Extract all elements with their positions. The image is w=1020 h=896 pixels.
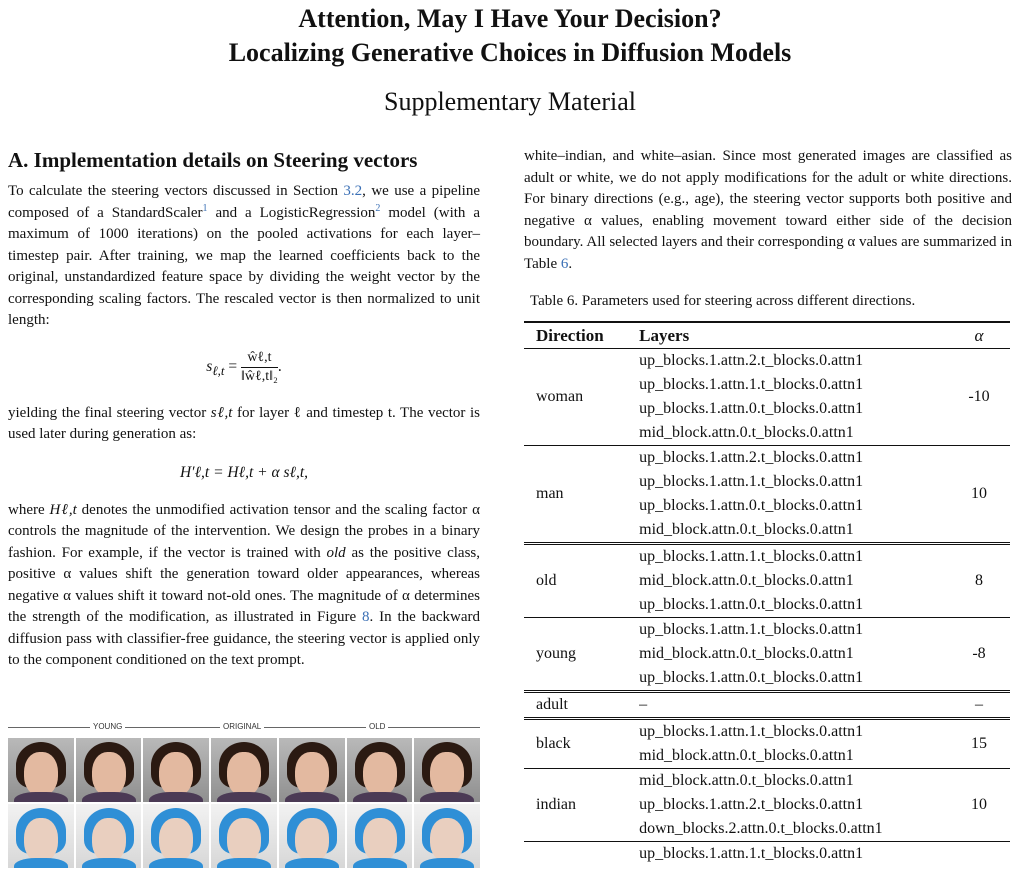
layer-name: up_blocks.1.attn.1.t_blocks.0.attn1 — [639, 621, 864, 638]
face-image — [8, 804, 74, 868]
table-row — [524, 842, 1010, 867]
layers-cell — [627, 692, 942, 719]
parameters-table — [524, 321, 1010, 866]
text-run: yielding the final steering vector — [8, 404, 211, 421]
section-heading: A. Implementation details on Steering vectors — [8, 148, 418, 172]
layer-name: up_blocks.1.attn.0.t_blocks.0.attn1 — [639, 669, 864, 686]
eq-symbol: s — [206, 357, 213, 375]
emphasis-old: old — [326, 544, 346, 561]
eq-steering-text: H′ℓ,t = Hℓ,t + α sℓ,t, — [179, 463, 309, 481]
footnote-2-link[interactable]: 2 — [375, 202, 381, 214]
layers-cell — [627, 769, 942, 842]
direction-cell: old — [524, 544, 627, 618]
layer-name: up_blocks.1.attn.2.t_blocks.0.attn1 — [639, 796, 864, 813]
face-image — [279, 804, 345, 868]
alpha-cell: 10 — [942, 769, 1010, 842]
section-ref-link[interactable]: 3.2 — [343, 183, 363, 199]
text-run: . — [568, 255, 573, 272]
layer-name: mid_block.attn.0.t_blocks.0.attn1 — [639, 772, 854, 789]
label-old: OLD — [366, 722, 388, 731]
direction-cell — [524, 842, 627, 867]
text-run: , we use a pipeline composed of a StandardScaler — [8, 183, 480, 221]
alpha-cell: 10 — [942, 446, 1010, 544]
direction-cell: indian — [524, 769, 627, 842]
layers-cell — [627, 719, 942, 769]
direction-cell: black — [524, 719, 627, 769]
layer-name: up_blocks.1.attn.2.t_blocks.0.attn1 — [639, 352, 864, 369]
table-body — [524, 349, 1010, 867]
direction-cell: man — [524, 446, 627, 544]
right-column — [524, 146, 1012, 866]
layer-name: up_blocks.1.attn.1.t_blocks.0.attn1 — [639, 723, 864, 740]
face-image — [414, 804, 480, 868]
paper-subtitle: Supplementary Material — [384, 87, 636, 116]
alpha-cell: – — [942, 692, 1010, 719]
layer-name: mid_block.attn.0.t_blocks.0.attn1 — [639, 645, 854, 662]
layer-name: mid_block.attn.0.t_blocks.0.attn1 — [639, 521, 854, 538]
text-run: denotes the unmodified activation tensor and the scaling factor α controls the magnitude of the intervention. We design the probes in a binary fashion. For example, if the vector is trained with — [8, 501, 480, 561]
layers-cell — [627, 618, 942, 692]
layer-name: mid_block.attn.0.t_blocks.0.attn1 — [639, 747, 854, 764]
layers-cell — [627, 349, 942, 446]
layer-name: up_blocks.1.attn.1.t_blocks.0.attn1 — [639, 548, 864, 565]
layer-name: down_blocks.2.attn.0.t_blocks.0.attn1 — [639, 820, 883, 837]
face-image — [76, 738, 142, 802]
header-layers: Layers — [627, 322, 942, 349]
layer-name: up_blocks.1.attn.1.t_blocks.0.attn1 — [639, 473, 864, 490]
table-row — [524, 719, 1010, 769]
table-row — [524, 446, 1010, 544]
alpha-cell: 15 — [942, 719, 1010, 769]
direction-cell: young — [524, 618, 627, 692]
direction-cell: adult — [524, 692, 627, 719]
label-young: YOUNG — [90, 722, 125, 731]
paper-title — [0, 2, 1020, 70]
face-image — [143, 804, 209, 868]
text-run: . In the backward diffusion pass with classifier-free guidance, the steering vector is applied only to the component conditioned on the text prompt. — [8, 609, 480, 668]
table-header-row — [524, 322, 1010, 349]
layer-name: up_blocks.1.attn.1.t_blocks.0.attn1 — [639, 376, 864, 393]
eq-inline-symbol: Hℓ,t — [49, 501, 77, 518]
face-image — [211, 804, 277, 868]
face-image — [279, 738, 345, 802]
eq-subscript: ℓ,t — [212, 362, 225, 378]
table-row — [524, 692, 1010, 719]
figure-ref-link[interactable]: 8 — [362, 609, 370, 625]
figure-8-faces — [8, 718, 480, 868]
alpha-cell: 8 — [942, 544, 1010, 618]
face-image — [347, 804, 413, 868]
face-image — [211, 738, 277, 802]
face-image — [347, 738, 413, 802]
face-image — [8, 738, 74, 802]
header-direction: Direction — [524, 322, 627, 349]
eq-fraction — [241, 350, 278, 385]
header-alpha: α — [942, 322, 1010, 349]
layers-cell — [627, 842, 942, 867]
layers-cell — [627, 544, 942, 618]
layer-name: up_blocks.1.attn.0.t_blocks.0.attn1 — [639, 400, 864, 417]
faces-row-2 — [8, 804, 480, 868]
alpha-cell — [942, 842, 1010, 867]
alpha-cell: -10 — [942, 349, 1010, 446]
layer-name: – — [639, 696, 648, 713]
title-line-1: Attention, May I Have Your Decision? — [298, 4, 722, 33]
direction-cell: woman — [524, 349, 627, 446]
table-ref-link[interactable]: 6 — [560, 255, 569, 272]
equation-steering — [8, 464, 480, 482]
layer-name: mid_block.attn.0.t_blocks.0.attn1 — [639, 572, 854, 589]
alpha-cell: -8 — [942, 618, 1010, 692]
paragraph-3 — [8, 500, 480, 672]
figure-axis — [8, 718, 480, 736]
layer-name: mid_block.attn.0.t_blocks.0.attn1 — [639, 424, 854, 441]
title-line-2: Localizing Generative Choices in Diffusion Models — [228, 38, 792, 67]
layer-name: up_blocks.1.attn.0.t_blocks.0.attn1 — [639, 596, 864, 613]
text-run: To calculate the steering vectors discussed in Section — [8, 183, 344, 199]
text-run: model (with a maximum of 1000 iterations) on the pooled activations for each layer–timestep pair. After training, we map the learned coefficients back to the original, unstandardized feature space by dividing the weight vector by the corresponding scaling factors. The rescaled vector is then normalized to unit length: — [8, 204, 480, 328]
text-run: for layer ℓ and timestep t. The vector is used later during generation as: — [8, 404, 480, 442]
eq-denominator: ‖ŵℓ,t‖₂ — [240, 368, 278, 384]
table-row — [524, 618, 1010, 692]
faces-row-1 — [8, 738, 480, 802]
text-run: where — [8, 501, 50, 518]
text-run: white–indian, and white–asian. Since most generated images are classified as adult or white, we do not apply modifications for the adult or white directions. For binary directions (e.g., age), the steering vector supports both positive and negative α values, enabling movement toward either side of the decision boundary. All selected layers and their corresponding α values are summarized in Table — [524, 148, 1012, 272]
right-paragraph — [524, 146, 1012, 275]
layer-name: up_blocks.1.attn.0.t_blocks.0.attn1 — [639, 497, 864, 514]
face-image — [143, 738, 209, 802]
equation-normalization: $s_{\ell,t}$ = $\frac{\text{ŵℓ,t}}{\text{‖ŵℓ,t‖₂}}$ . — [206, 349, 282, 384]
eq-numerator: ŵℓ,t — [241, 350, 278, 368]
layers-cell — [627, 446, 942, 544]
table-row — [524, 769, 1010, 842]
layer-name: up_blocks.1.attn.2.t_blocks.0.attn1 — [639, 449, 864, 466]
paragraph-1 — [8, 181, 480, 332]
paragraph-2 — [8, 403, 480, 446]
face-image — [76, 804, 142, 868]
text-run: as the positive class, positive α values shift the generation toward older appearances, whereas negative α values shift it toward not-old ones. The magnitude of α determines the strength of the modification, as illustrated in Figure — [8, 544, 480, 625]
table-row — [524, 349, 1010, 446]
footnote-1-link[interactable]: 1 — [202, 202, 208, 214]
table-row — [524, 544, 1010, 618]
text-run: and a LogisticRegression — [207, 204, 376, 221]
left-column — [8, 146, 480, 672]
eq-inline-symbol: sℓ,t — [210, 404, 233, 421]
label-original: ORIGINAL — [220, 722, 264, 731]
layer-name: up_blocks.1.attn.1.t_blocks.0.attn1 — [639, 845, 864, 862]
table-caption: Table 6. Parameters used for steering across different directions. — [530, 293, 916, 309]
face-image — [414, 738, 480, 802]
